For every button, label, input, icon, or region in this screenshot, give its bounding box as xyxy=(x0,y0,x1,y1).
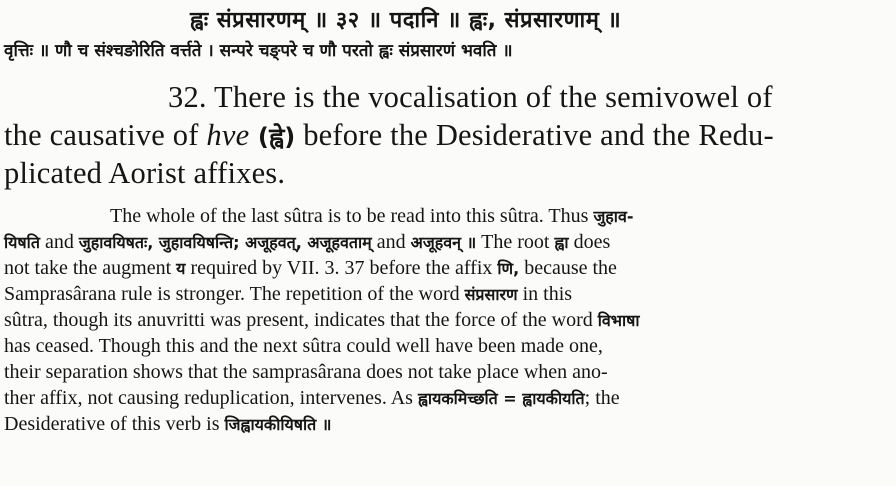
commentary-line-5: sûtra, though its anuvritti was present, indicates that the force of the word विभाषा xyxy=(4,309,640,331)
hve-word: hve xyxy=(206,118,250,152)
commentary-line-4: Samprasârana rule is stronger. The repetition of the word संप्रसारण in this xyxy=(4,283,573,305)
commentary-line-1: The whole of the last sûtra is to be read into this sûtra. Thus जुहाव- xyxy=(110,205,634,227)
vritti-line: वृत्तिः ॥ णौ च संश्चङोरिति वर्त्तते । सन्परे चङ्परे च णौ परतो ह्वः संप्रसारणं भवति ॥ xyxy=(4,41,513,61)
translation-line-1: 32. There is the vocalisation of the semivowel of xyxy=(168,80,773,114)
translation-line-3: plicated Aorist affixes. xyxy=(4,156,286,190)
commentary-line-3: not take the augment य required by VII. 3. 37 before the affix णि, because the xyxy=(4,257,617,279)
commentary-line-7: their separation shows that the samprasârana does not take place when ano- xyxy=(4,361,608,383)
commentary-line-9: Desiderative of this verb is जिह्वायकीयिषति ॥ xyxy=(4,413,332,435)
translation-line-2: the causative of hve (ह्वे) before the Desiderative and the Redu- xyxy=(4,118,774,152)
commentary-line-2: यिषति and जुहावयिषतः, जुहावयिषन्ति; अजूहवत्, अजूहवताम् and अजूहवन् ॥ The root ह्वा does xyxy=(4,231,611,253)
sutra-header: ह्वः संप्रसारणम् ॥ ३२ ॥ पदानि ॥ ह्वः, संप्रसारणाम् ॥ xyxy=(190,8,622,33)
commentary-line-6: has ceased. Though this and the next sûtra could well have been made one, xyxy=(4,335,603,357)
commentary-line-8: ther affix, not causing reduplication, intervenes. As ह्वायकमिच्छति = ह्वायकीयति; the xyxy=(4,387,620,409)
